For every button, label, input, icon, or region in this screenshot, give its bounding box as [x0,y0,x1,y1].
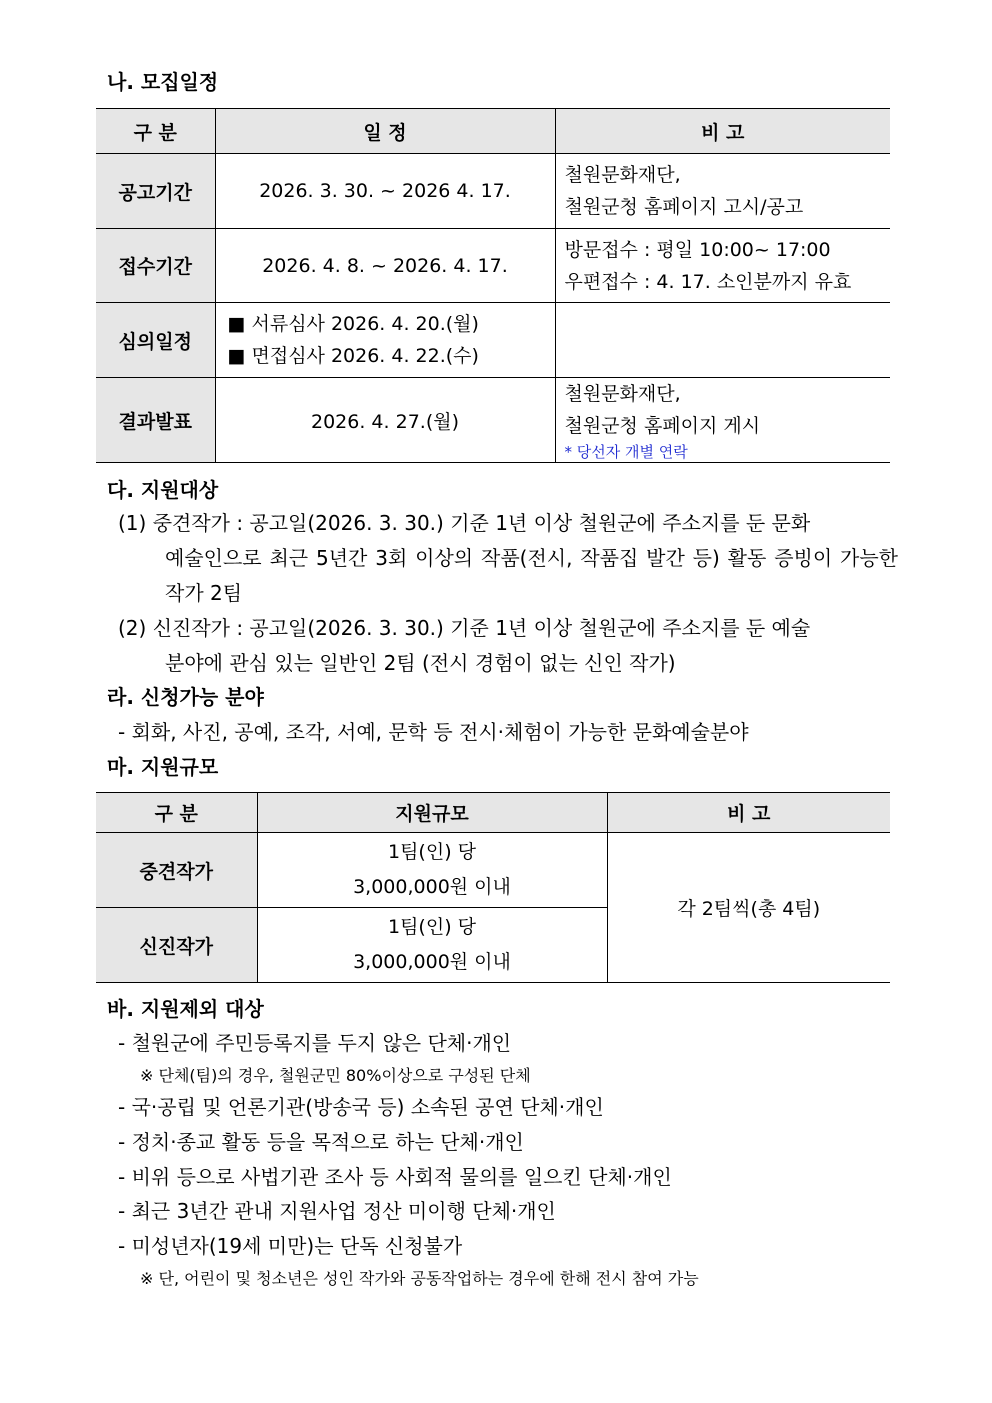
section-title-exclusion: 바. 지원제외 대상 [107,997,264,1021]
section-title-target: 다. 지원대상 [107,478,219,502]
header-category: 구 분 [96,793,257,833]
row-period: 2026. 3. 30. ~ 2026 4. 17. [215,154,555,229]
amount-line: 3,000,000원 이내 [353,876,511,898]
amount-line: 3,000,000원 이내 [353,951,511,973]
row-label: 신진작가 [96,908,257,983]
exclusion-item: - 최근 3년간 관내 지원사업 정산 미이행 단체·개인 [118,1199,556,1223]
header-category: 구 분 [96,109,215,154]
target-item-rest: 예술인으로 최근 5년간 3회 이상의 작품(전시, 작품집 발간 등) 활동 증빙이 가능한 작가 2팀 [165,546,898,605]
table-header-row [96,109,890,154]
exclusion-note: ※ 단, 어린이 및 청소년은 성인 작가와 공동작업하는 경우에 한해 전시 참여 가능 [140,1269,699,1288]
exclusion-item: - 철원군에 주민등록지를 두지 않은 단체·개인 [118,1031,512,1055]
bullet-item: ■ 서류심사 2026. 4. 20.(월) [227,313,479,335]
row-amount [257,833,607,908]
target-item-1 [118,506,898,611]
exclusion-item: - 비위 등으로 사법기관 조사 등 사회적 물의를 일으킨 단체·개인 [118,1165,672,1189]
row-label: 결과발표 [96,378,215,463]
header-remarks: 비 고 [607,793,890,833]
row-period: 2026. 4. 8. ~ 2026. 4. 17. [215,229,555,303]
section-title-scale: 마. 지원규모 [107,755,219,779]
note-line: 철원군청 홈페이지 고시/공고 [564,196,804,218]
table-row [96,303,890,378]
scale-table [96,792,890,983]
table-row [96,833,890,908]
row-note [555,378,890,463]
section-title-fields: 라. 신청가능 분야 [107,685,264,709]
exclusion-item: - 미성년자(19세 미만)는 단독 신청불가 [118,1234,463,1258]
schedule-table [96,108,890,463]
row-amount [257,908,607,983]
amount-line: 1팀(인) 당 [387,841,476,863]
row-note [555,154,890,229]
exclusion-item: - 정치·종교 활동 등을 목적으로 하는 단체·개인 [118,1130,524,1154]
exclusion-note: ※ 단체(팀)의 경우, 철원군민 80%이상으로 구성된 단체 [140,1066,531,1085]
bullet-item: ■ 면접심사 2026. 4. 22.(수) [227,345,479,367]
note-line: 철원군청 홈페이지 게시 [564,415,761,437]
row-period: 2026. 4. 27.(월) [215,378,555,463]
row-note [555,229,890,303]
table-row [96,378,890,463]
target-item-first: (2) 신진작가 : 공고일(2026. 3. 30.) 기준 1년 이상 철원군에 주소지를 둔 예술 [118,616,811,640]
note-line: 철원문화재단, [564,164,681,186]
row-label: 심의일정 [96,303,215,378]
table-row [96,229,890,303]
target-item-2 [118,611,898,681]
row-note-empty [555,303,890,378]
row-bullets [215,303,555,378]
exclusion-item: - 국·공립 및 언론기관(방송국 등) 소속된 공연 단체·개인 [118,1095,604,1119]
row-label: 공고기간 [96,154,215,229]
note-small: * 당선자 개별 연락 [564,443,688,461]
table-header-row [96,793,890,833]
header-schedule: 일 정 [215,109,555,154]
header-remarks: 비 고 [555,109,890,154]
target-item-rest: 분야에 관심 있는 일반인 2팀 (전시 경험이 없는 신인 작가) [165,651,676,675]
note-line: 방문접수 : 평일 10:00~ 17:00 [564,238,831,261]
table-row [96,154,890,229]
note-line: 우편접수 : 4. 17. 소인분까지 유효 [564,270,852,293]
note-line: 철원문화재단, [564,383,681,405]
row-label: 접수기간 [96,229,215,303]
amount-line: 1팀(인) 당 [387,916,476,938]
header-scale: 지원규모 [257,793,607,833]
scale-note: 각 2팀씩(총 4팀) [607,833,890,983]
row-label: 중견작가 [96,833,257,908]
target-item-first: (1) 중견작가 : 공고일(2026. 3. 30.) 기준 1년 이상 철원군에 주소지를 둔 문화 [118,511,811,535]
section-title-schedule: 나. 모집일정 [107,70,219,94]
fields-item: - 회화, 사진, 공예, 조각, 서예, 문학 등 전시·체험이 가능한 문화예술분야 [118,720,749,744]
